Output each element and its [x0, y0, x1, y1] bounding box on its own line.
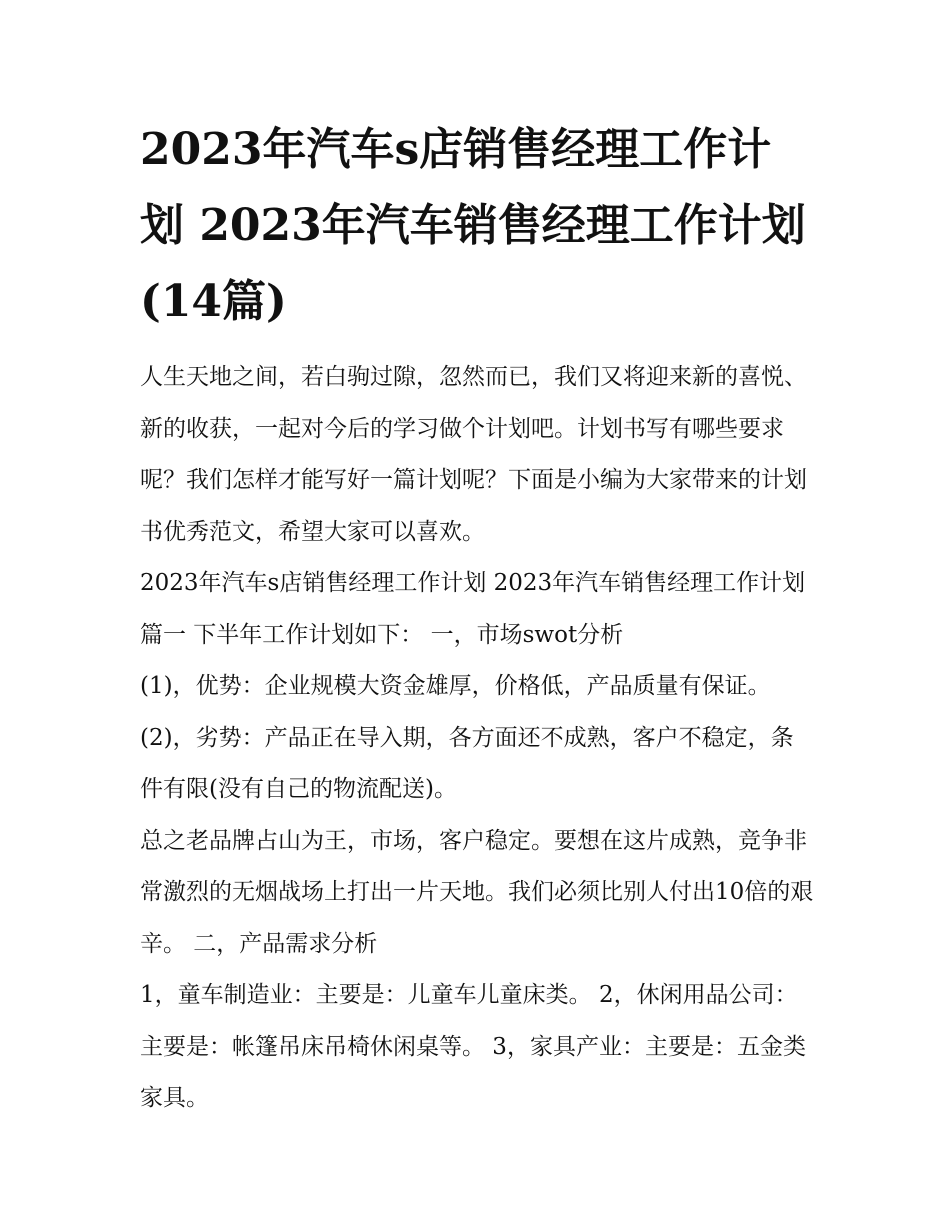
paragraph-swot: (1)，优势：企业规模大资金雄厚，价格低，产品质量有保证。 (2)，劣势：产品正在导入期，各方面还不成熟，客户不稳定，条件有限(没有自己的物流配送)。: [140, 673, 794, 802]
paragraph-summary: 总之老品牌占山为王，市场，客户稳定。要想在这片成熟，竞争非常激烈的无烟战场上打出一片天地。我们必须比别人付出10倍的艰辛。 二，产品需求分析: [140, 827, 814, 957]
paragraph-intro: 人生天地之间，若白驹过隙，忽然而已，我们又将迎来新的喜悦、新的收获，一起对今后的学习做个计划吧。计划书写有哪些要求呢？我们怎样才能写好一篇计划呢？下面是小编为大家带来的计划书优秀范文，希望大家可以喜欢。: [140, 364, 807, 545]
document-title: 2023年汽车s店销售经理工作计划 2023年汽车销售经理工作计划(14篇): [140, 124, 806, 327]
document-page: [140, 112, 815, 1125]
paragraph-demand: 1，童车制造业：主要是：儿童车儿童床类。 2，休闲用品公司：主要是：帐篷吊床吊椅休闲桌等。 3，家具产业：主要是：五金类家具。: [140, 982, 806, 1111]
paragraph-plan-heading: 2023年汽车s店销售经理工作计划 2023年汽车销售经理工作计划篇一 下半年工作计划如下： 一，市场swot分析: [140, 570, 806, 648]
